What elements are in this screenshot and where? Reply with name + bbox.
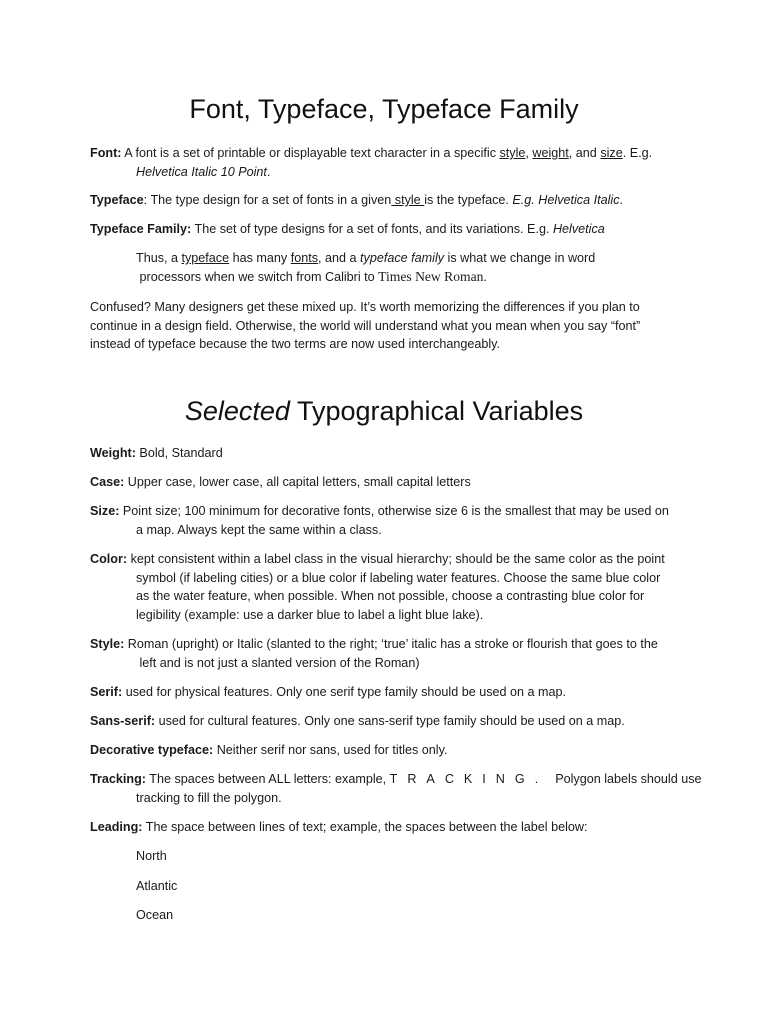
leading-text: The space between lines of text; example, the spaces between the label below: [142,820,588,834]
leading-example-ocean: Ocean [136,908,174,922]
style-item [90,635,690,672]
leading-example-north: North [136,849,167,863]
weight-label: Weight: [90,446,136,460]
tracking-line-2: tracking to fill the polygon. [136,790,282,805]
color-line-2: symbol (if labeling cities) or a blue color if labeling water features. Choose the same blue color [136,570,661,585]
typeface-example: E.g. Helvetica Italic [512,193,620,207]
color-item [90,550,690,624]
thus-fonts-word: fonts [290,251,319,265]
serif-label: Serif: [90,685,123,699]
serif-text: used for physical features. Only one serif type family should be used on a map. [122,685,567,699]
font-weight-word: weight [532,146,569,160]
thus-family-phrase: typeface family [360,251,445,265]
tracking-text-2: Polygon labels should use [548,772,702,786]
confused-line-3: instead of typeface because the two terms are now used interchangeably. [90,337,501,351]
font-example: Helvetica Italic 10 Point [136,164,267,179]
weight-item [90,444,690,463]
color-line-1: kept consistent within a label class in the visual hierarchy; should be the same color as the point [127,552,665,566]
font-text-1: A font is a set of printable or displayable text character in a specific [121,146,500,160]
sans-serif-label: Sans-serif: [90,714,156,728]
decorative-text: Neither serif nor sans, used for titles only. [213,743,448,757]
font-text-4: . E.g. [622,146,653,160]
serif-item [90,683,690,702]
tracking-item [90,770,702,807]
family-text-1: The set of type designs for a set of fonts, and its variations. E.g. [191,222,553,236]
typeface-family-definition [90,220,690,239]
font-text-3: , and [568,146,601,160]
thus-text-6: . [483,269,487,284]
times-new-roman-sample: Times New Roman [378,268,484,284]
thus-text-2: has many [229,251,291,265]
family-example: Helvetica [552,222,605,236]
font-style-word: style [499,146,526,160]
heading-font-typeface-family: Font, Typeface, Typeface Family [189,94,579,124]
typeface-text-3: . [619,193,623,207]
typeface-style-word: style [391,193,425,207]
sans-serif-item [90,712,690,731]
color-line-4: legibility (example: use a darker blue to label a light blue lake). [136,607,484,622]
case-item [90,473,690,492]
leading-example-atlantic: Atlantic [136,879,178,893]
confused-paragraph [90,298,690,354]
font-label: Font: [90,146,122,160]
size-label: Size: [90,504,120,518]
case-label: Case: [90,475,125,489]
style-line-2: left and is not just a slanted version of the Roman) [136,655,420,670]
typeface-text-2: is the typeface. [424,193,513,207]
sans-serif-text: used for cultural features. Only one sans-serif type family should be used on a map. [155,714,625,728]
size-line-2: a map. Always kept the same within a class. [136,522,382,537]
decorative-item [90,741,690,760]
tracking-spaced-example: TRACKING. [389,772,549,786]
heading-selected-variables [0,396,768,427]
heading-rest: Typographical Variables [289,396,584,426]
thus-text-3: , and a [318,251,361,265]
thus-text-4: is what we change in word [444,251,596,265]
heading-italic-word: Selected [184,396,290,426]
font-definition [90,144,690,181]
tracking-label: Tracking: [90,772,146,786]
color-line-3: as the water feature, when possible. When not possible, choose a contrasting blue color for [136,589,645,603]
confused-line-2: continue in a design field. Otherwise, the world will understand what you mean when you say “font” [90,318,641,333]
leading-item [90,818,690,837]
weight-text: Bold, Standard [135,446,223,460]
leading-label: Leading: [90,820,143,834]
thus-paragraph [136,249,696,286]
confused-line-1: Confused? Many designers get these mixed up. It’s worth memorizing the differences if you plan to [90,300,640,314]
thus-text-5: processors when we switch from Calibri to [136,269,379,284]
typeface-label: Typeface [90,193,144,207]
font-size-word: size [600,146,623,160]
thus-typeface-word: typeface [181,251,230,265]
style-label: Style: [90,637,125,651]
thus-text-1: Thus, a [136,251,182,265]
decorative-label: Decorative typeface: [90,743,214,757]
family-label: Typeface Family: [90,222,192,236]
tracking-text-1: The spaces between ALL letters: example, [146,772,390,786]
font-text-2: , [525,146,533,160]
case-text: Upper case, lower case, all capital letters, small capital letters [124,475,471,489]
font-text-5: . [266,164,271,179]
typeface-text-1: : The type design for a set of fonts in a given [143,193,392,207]
color-label: Color: [90,552,128,566]
typeface-definition [90,191,690,210]
style-line-1: Roman (upright) or Italic (slanted to the right; ‘true’ italic has a stroke or flourish that goes to the [124,637,658,651]
size-line-1: Point size; 100 minimum for decorative fonts, otherwise size 6 is the smallest that may be used on [119,504,669,518]
size-item [90,502,690,539]
